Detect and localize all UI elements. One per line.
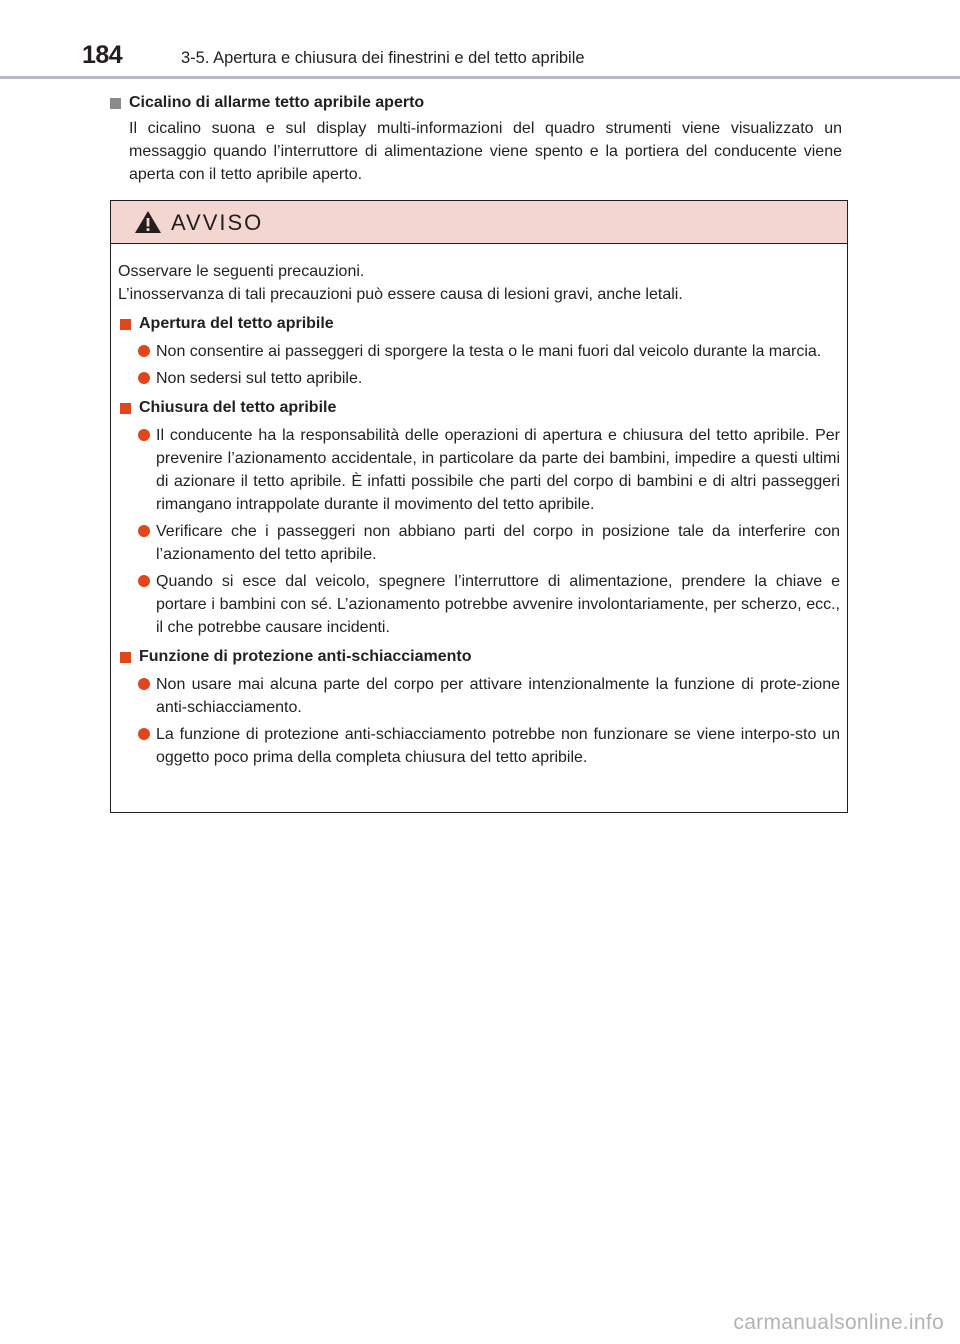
bullet-text: La funzione di protezione anti-schiacciamento potrebbe non funzionare se viene interpo-sto un oggetto poco prima della completa chiusura del tetto apribile.	[156, 726, 840, 766]
footer-watermark[interactable]: carmanualsonline.info	[733, 1311, 944, 1334]
square-bullet-icon	[110, 98, 121, 109]
round-bullet-icon	[138, 525, 150, 537]
warning-bullet	[156, 673, 840, 719]
warning-title: AVVISO	[171, 210, 264, 235]
warning-lead-line: L’inosservanza di tali precauzioni può essere causa di lesioni gravi, anche letali.	[118, 286, 683, 303]
intro-heading-text: Cicalino di allarme tetto apribile aperto	[129, 94, 425, 111]
bullet-text: Non sedersi sul tetto apribile.	[156, 370, 363, 387]
round-bullet-icon	[138, 575, 150, 587]
warning-subheading	[118, 396, 840, 420]
warning-triangle-icon	[134, 210, 162, 234]
warning-lead-line: Osservare le seguenti precauzioni.	[118, 263, 365, 280]
warning-subheading	[118, 312, 840, 336]
square-bullet-icon	[120, 652, 131, 663]
square-bullet-icon	[120, 319, 131, 330]
intro-paragraph: Il cicalino suona e sul display multi-informazioni del quadro strumenti viene visualizzato un messaggio quando l’interruttore di alimentazione viene spento e la portiera del conducente viene aperta con il tetto apribile aperto.	[129, 120, 842, 183]
round-bullet-icon	[138, 429, 150, 441]
bullet-text: Verificare che i passeggeri non abbiano parti del corpo in posizione tale da interferire con l’azionamento del tetto apribile.	[156, 523, 840, 563]
bullet-text: Non consentire ai passeggeri di sporgere la testa o le mani fuori dal veicolo durante la marcia.	[156, 343, 822, 360]
bullet-text: Non usare mai alcuna parte del corpo per attivare intenzionalmente la funzione di prote-zione anti-schiacciamento.	[156, 676, 840, 716]
warning-bullet	[156, 424, 840, 516]
warning-bullet	[156, 340, 840, 363]
chapter-title: 3-5. Apertura e chiusura dei finestrini e del tetto apribile	[181, 49, 585, 67]
page-header	[0, 0, 960, 80]
warning-body	[111, 244, 847, 769]
subheading-text: Funzione di protezione anti-schiacciamento	[139, 648, 472, 665]
warning-box	[110, 200, 848, 813]
round-bullet-icon	[138, 345, 150, 357]
round-bullet-icon	[138, 728, 150, 740]
round-bullet-icon	[138, 372, 150, 384]
intro-heading	[110, 92, 842, 114]
subheading-text: Chiusura del tetto apribile	[139, 399, 337, 416]
warning-header	[111, 201, 847, 244]
header-divider	[0, 76, 960, 79]
round-bullet-icon	[138, 678, 150, 690]
warning-subheading	[118, 645, 840, 669]
subheading-text: Apertura del tetto apribile	[139, 315, 334, 332]
warning-bullet	[156, 520, 840, 566]
warning-bullet	[156, 723, 840, 769]
warning-bullet	[156, 367, 840, 390]
square-bullet-icon	[120, 403, 131, 414]
warning-bullet	[156, 570, 840, 639]
bullet-text: Quando si esce dal veicolo, spegnere l’interruttore di alimentazione, prendere la chiave e portare i bambini con sé. L’azionamento potrebbe avvenire involontariamente, per scherzo, ecc., il che potrebbe causare incidenti.	[156, 573, 840, 636]
page-number: 184	[82, 41, 123, 69]
intro-section	[110, 92, 842, 186]
bullet-text: Il conducente ha la responsabilità delle operazioni di apertura e chiusura del tetto apribile. Per prevenire l’azionamento accidentale, in particolare da parte dei bambini, impedire a questi ultimi di azionare il tetto apribile. È infatti possibile che parti del corpo di bambini e di altri passeggeri rimangano intrappolate durante il movimento del tetto apribile.	[156, 427, 840, 513]
